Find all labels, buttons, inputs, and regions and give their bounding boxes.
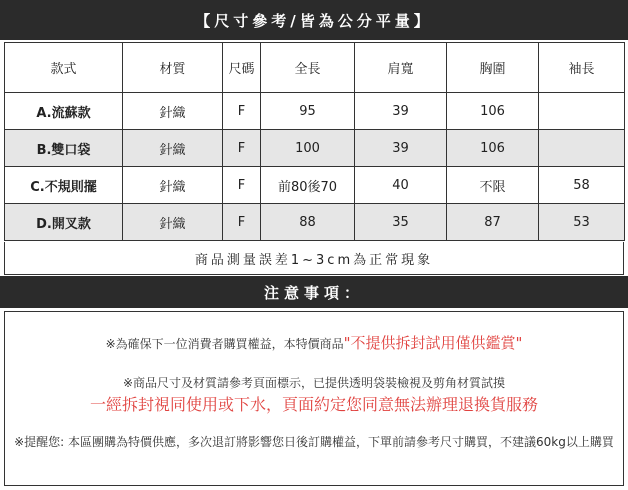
cell-shoulder: 40 (355, 167, 447, 204)
cell-style: D.開叉款 (5, 204, 123, 241)
column-header-length: 全長 (261, 43, 355, 93)
cell-style: C.不規則擺 (5, 167, 123, 204)
cell-material: 針織 (123, 130, 223, 167)
cell-chest: 87 (447, 204, 539, 241)
column-header-material: 材質 (123, 43, 223, 93)
cell-style: B.雙口袋 (5, 130, 123, 167)
cell-size: F (223, 130, 261, 167)
cell-length: 95 (261, 93, 355, 130)
cell-size: F (223, 167, 261, 204)
cell-shoulder: 39 (355, 130, 447, 167)
cell-length: 100 (261, 130, 355, 167)
measurement-note-text: 商品測量誤差1~3cm為正常現象 (194, 252, 434, 268)
cell-length: 前80後70 (261, 167, 355, 204)
notice-line-trial-prefix: ※為確保下一位消費者購買權益，本特價商品 (105, 337, 344, 351)
cell-material: 針織 (123, 204, 223, 241)
notice-line-reminder: ※提醒您: 本區團購為特價供應，多次退訂將影響您日後訂購權益，下單前請參考尺寸購買，不建議60kg以上購買 (14, 435, 614, 449)
size-table (4, 42, 625, 241)
size-reference-header (0, 0, 628, 40)
cell-shoulder: 35 (355, 204, 447, 241)
table-header-row (5, 43, 625, 93)
size-reference-title: 【尺寸參考/皆為公分平量】 (195, 11, 433, 30)
cell-style: A.流蘇款 (5, 93, 123, 130)
notice-line-size-material: ※商品尺寸及材質請參考頁面標示，已提供透明袋裝檢視及剪角材質試摸 (122, 376, 506, 390)
notice-line-trial (5, 332, 623, 353)
table-row (5, 130, 625, 167)
cell-sleeve (539, 93, 625, 130)
measurement-note (4, 242, 624, 275)
notice-box (4, 311, 624, 486)
notice-title: 注意事項： (263, 283, 364, 302)
column-header-chest: 胸圍 (447, 43, 539, 93)
column-header-shoulder: 肩寬 (355, 43, 447, 93)
notice-line-no-return: 一經拆封視同使用或下水，頁面約定您同意無法辦理退換貨服務 (89, 395, 538, 414)
cell-sleeve (539, 130, 625, 167)
cell-chest: 106 (447, 93, 539, 130)
cell-size: F (223, 204, 261, 241)
cell-size: F (223, 93, 261, 130)
cell-chest: 不限 (447, 167, 539, 204)
notice-header (0, 276, 628, 308)
table-row (5, 93, 625, 130)
notice-line-trial-highlight: "不提供拆封試用僅供鑑賞" (343, 334, 523, 352)
cell-shoulder: 39 (355, 93, 447, 130)
column-header-style: 款式 (5, 43, 123, 93)
cell-chest: 106 (447, 130, 539, 167)
column-header-sleeve: 袖長 (539, 43, 625, 93)
cell-sleeve: 58 (539, 167, 625, 204)
cell-material: 針織 (123, 167, 223, 204)
table-row (5, 204, 625, 241)
table-row (5, 167, 625, 204)
cell-length: 88 (261, 204, 355, 241)
column-header-size: 尺碼 (223, 43, 261, 93)
cell-sleeve: 53 (539, 204, 625, 241)
cell-material: 針織 (123, 93, 223, 130)
